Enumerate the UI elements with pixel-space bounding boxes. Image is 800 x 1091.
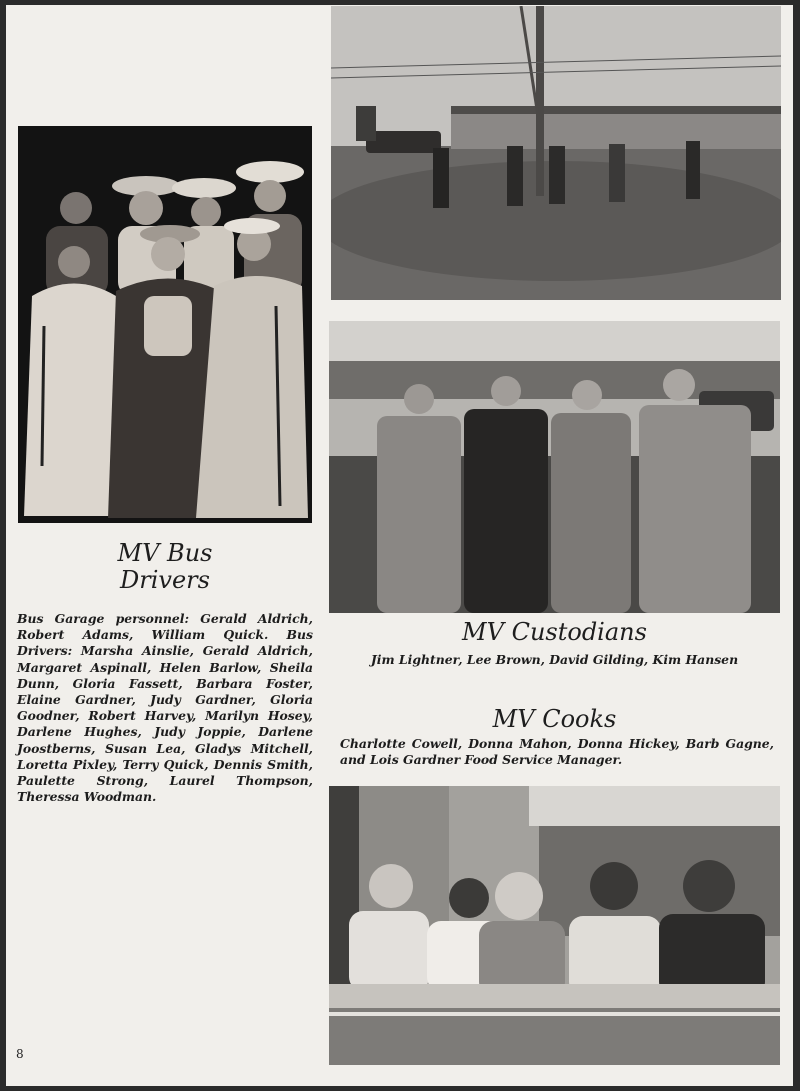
- custodians-photo: [329, 321, 780, 613]
- custodians-caption: Jim Lightner, Lee Brown, David Gilding, Kim Hansen: [370, 652, 739, 667]
- cooks-caption: Charlotte Cowell, Donna Mahon, Donna Hickey, Barb Gagne, and Lois Gardner Food Service Manager.: [340, 736, 774, 768]
- bus-drivers-caption: Bus Garage personnel: Gerald Aldrich, Robert Adams, William Quick. Bus Drivers: Marsha Ainslie, Gerald Aldrich, Margaret Aspinall, Helen Barlow, Sheila Dunn, Gloria Fassett, Barbara Foster, Elaine Gardner, Judy Gardner, Gloria Goodner, Robert Harvey, Marilyn Hosey, Darlene Hughes, Judy Joppie, Darlene Joostberns, Susan Lea, Gladys Mitchell, Loretta Pixley, Terry Quick, Dennis Smith, Paulette Strong, Laurel Thompson, Theressa Woodman.: [17, 611, 313, 805]
- bus-drivers-title-line1: MV Bus: [117, 539, 213, 567]
- bus-drivers-photo: [18, 126, 312, 523]
- bus-area-photo: [331, 6, 781, 300]
- bus-drivers-title: [18, 540, 312, 594]
- cooks-photo: [329, 786, 780, 1065]
- yearbook-page: [6, 5, 793, 1086]
- bus-drivers-title-line2: Drivers: [120, 565, 210, 594]
- page-number: 8: [16, 1047, 24, 1061]
- custodians-title: MV Custodians: [462, 618, 647, 646]
- cooks-title: MV Cooks: [492, 705, 617, 733]
